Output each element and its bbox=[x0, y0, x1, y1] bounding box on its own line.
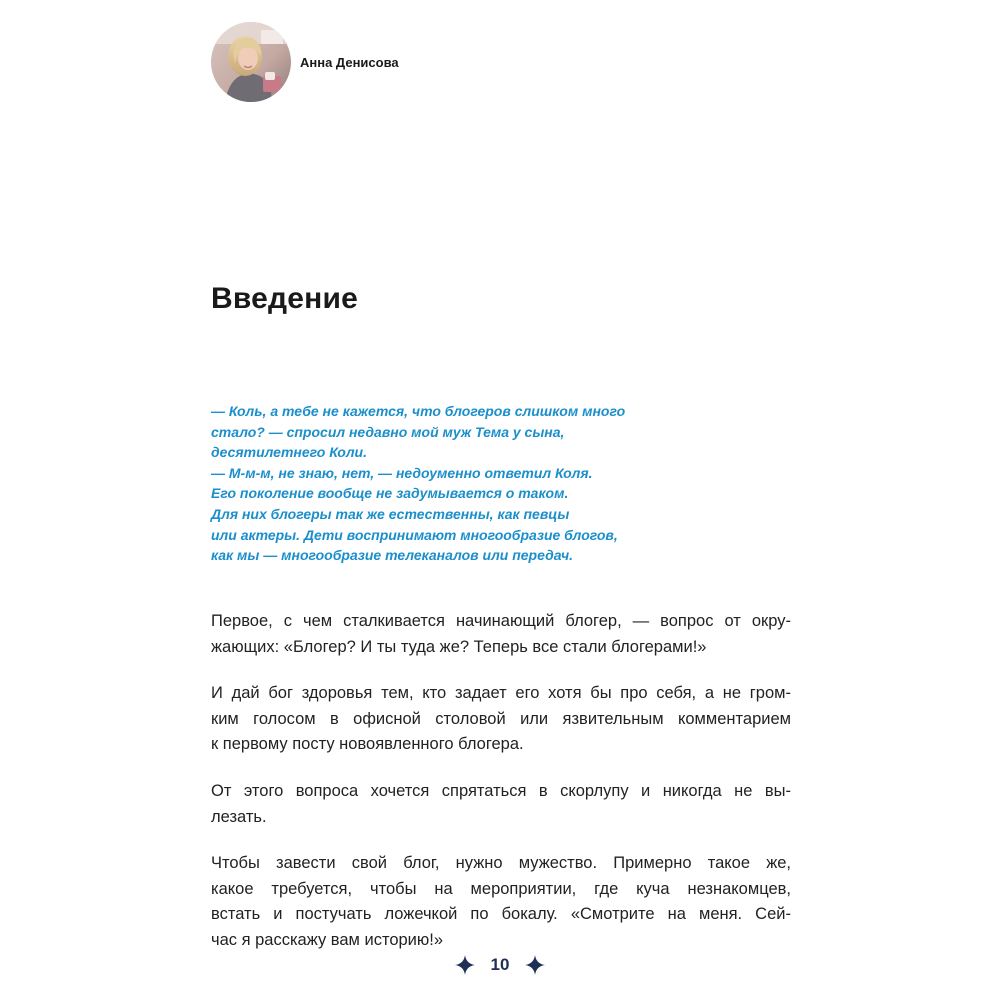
text-line: И дай бог здоровья тем, кто задает его хотя бы про себя, а не гром- bbox=[211, 684, 791, 703]
paragraph bbox=[211, 851, 791, 953]
four-point-star-icon bbox=[525, 955, 545, 975]
text-line: лезать. bbox=[211, 807, 267, 826]
epigraph-line: — М-м-м, не знаю, нет, — недоуменно ответил Коля. bbox=[211, 464, 593, 481]
four-point-star-icon bbox=[455, 955, 475, 975]
author-photo bbox=[211, 22, 291, 102]
epigraph-line: — Коль, а тебе не кажется, что блогеров слишком много bbox=[211, 403, 626, 419]
chapter-title: Введение bbox=[211, 282, 358, 315]
body-text bbox=[211, 609, 791, 975]
text-line: ким голосом в офисной столовой или язвительным комментарием bbox=[211, 709, 791, 728]
paragraph bbox=[211, 779, 791, 830]
author-header bbox=[211, 22, 399, 102]
paragraph bbox=[211, 681, 791, 758]
text-line: Чтобы завести свой блог, нужно мужество. Примерно такое же, bbox=[211, 854, 791, 873]
epigraph-line: стало? — спросил недавно мой муж Тема у сына, bbox=[211, 423, 565, 440]
paragraph bbox=[211, 609, 791, 660]
text-line: к первому посту новоявленного блогера. bbox=[211, 735, 524, 754]
avatar bbox=[211, 22, 291, 102]
text-line: От этого вопроса хочется спрятаться в скорлупу и никогда не вы- bbox=[211, 781, 791, 800]
text-line: час я расскажу вам историю!» bbox=[211, 930, 444, 949]
text-line: встать и постучать ложечкой по бокалу. «Смотрите на меня. Сей- bbox=[211, 905, 791, 924]
page-footer bbox=[0, 955, 1000, 975]
text-line: жающих: «Блогер? И ты туда же? Теперь все стали блогерами!» bbox=[211, 637, 707, 656]
epigraph-line: как мы — многообразие телеканалов или передач. bbox=[211, 547, 574, 564]
text-line: какое требуется, чтобы на мероприятии, где куча незнакомцев, bbox=[211, 879, 791, 898]
author-name: Анна Денисова bbox=[300, 54, 399, 70]
epigraph bbox=[211, 401, 771, 566]
epigraph-line: или актеры. Дети воспринимают многообразие блогов, bbox=[211, 526, 618, 543]
text-line: Первое, с чем сталкивается начинающий блогер, — вопрос от окру- bbox=[211, 612, 791, 630]
epigraph-line: десятилетнего Коли. bbox=[211, 444, 367, 461]
epigraph-line: Его поколение вообще не задумывается о таком. bbox=[211, 485, 569, 502]
epigraph-line: Для них блогеры так же естественны, как певцы bbox=[211, 505, 570, 522]
page-number: 10 bbox=[490, 955, 510, 974]
